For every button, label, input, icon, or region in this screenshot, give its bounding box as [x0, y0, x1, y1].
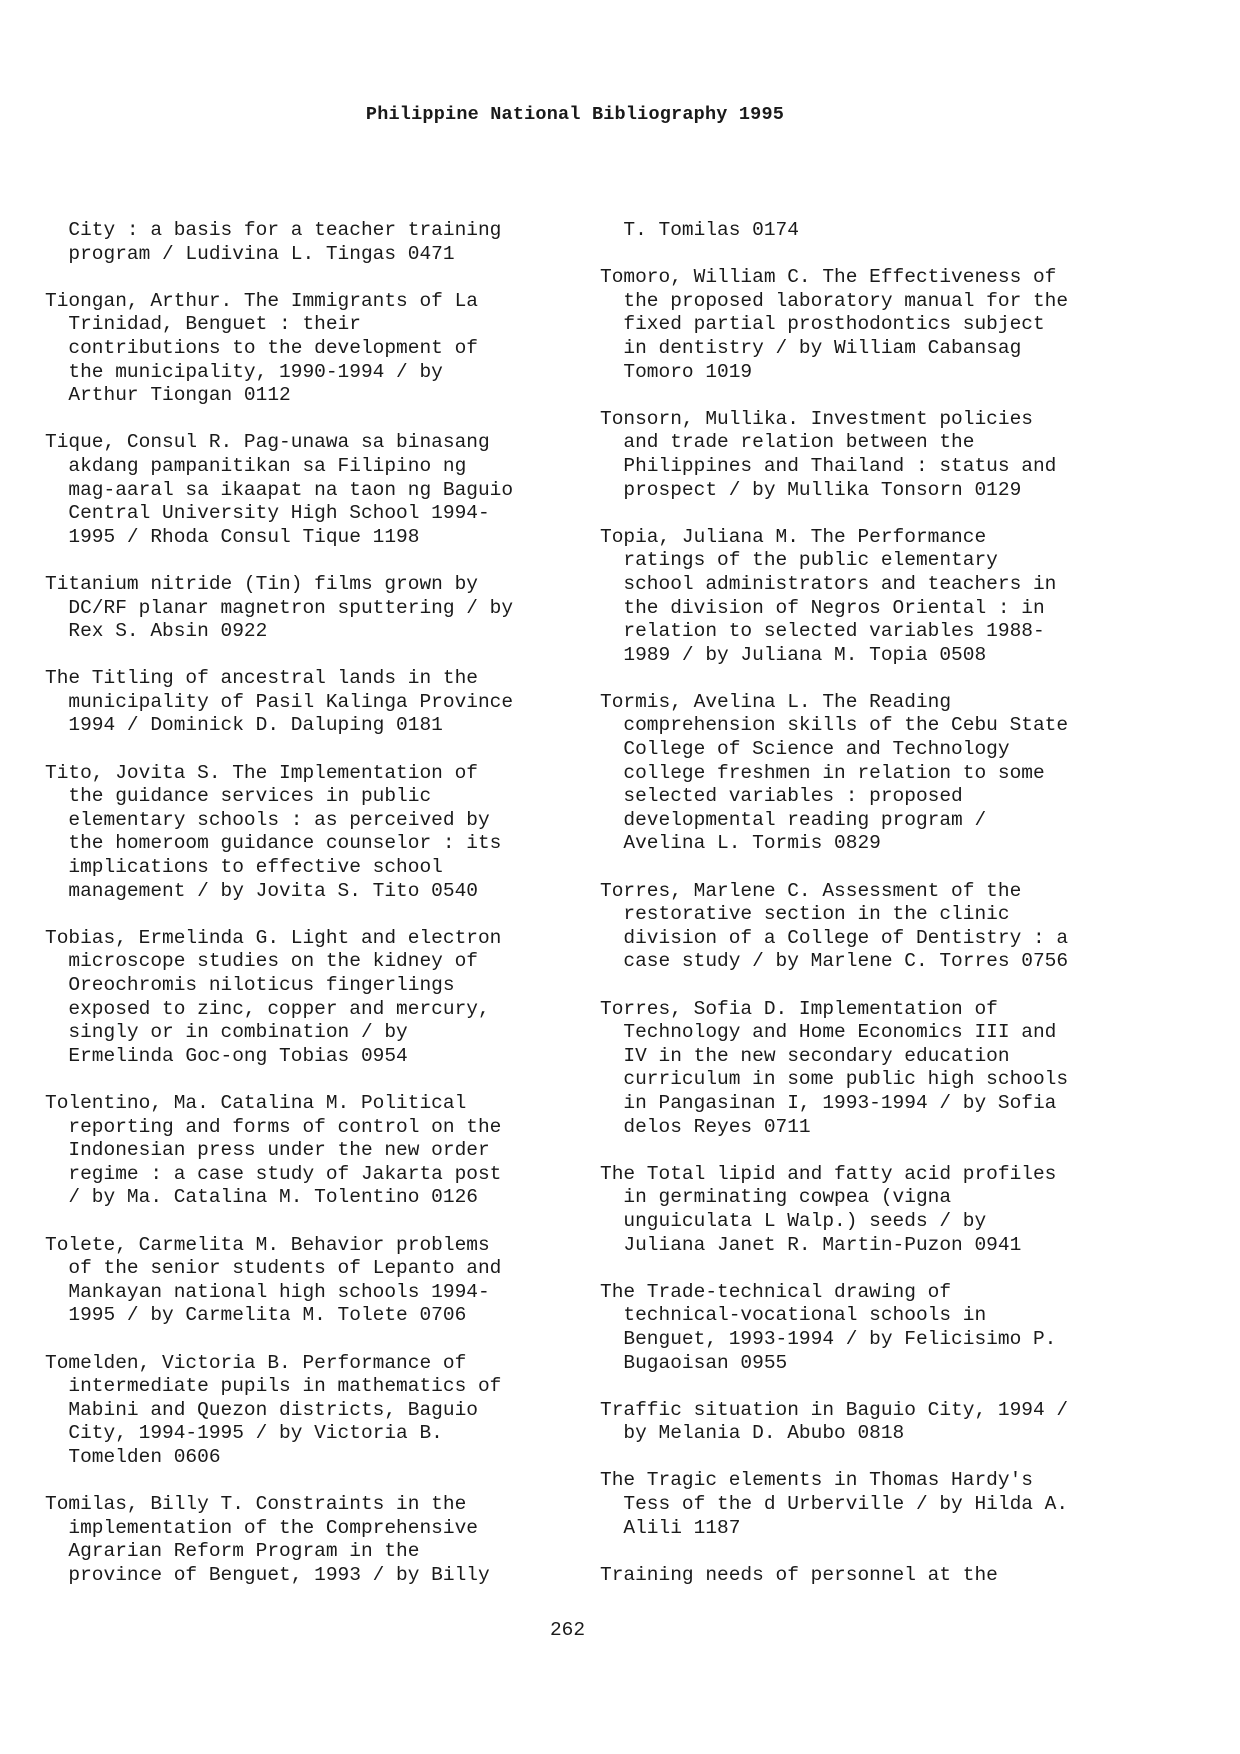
bibliography-entry: Tonsorn, Mullika. Investment policies and trade relation between the Philippines and Thailand : status and prospect / by Mullika Tonsorn 0129 [600, 407, 1057, 501]
bibliography-entry: Topia, Juliana M. The Performance ratings of the public elementary school administrators and teachers in the division of Negros Oriental : in relation to selected variables 1988- 1989 / by Juliana M. Topia 0508 [600, 525, 1057, 666]
bibliography-entry: City : a basis for a teacher training program / Ludivina L. Tingas 0471 [68, 219, 502, 265]
bibliography-entry: Tolete, Carmelita M. Behavior problems of the senior students of Lepanto and Mankayan national high schools 1994- 1995 / by Carmelita M. Tolete 0706 [45, 1233, 502, 1327]
bibliography-entry: Tomoro, William C. The Effectiveness of the proposed laboratory manual for the fixed partial prosthodontics subject in dentistry / by William Cabansag Tomoro 1019 [600, 266, 1069, 383]
bibliography-entry: Torres, Marlene C. Assessment of the restorative section in the clinic division of a College of Dentistry : a case study / by Marlene C. Torres 0756 [600, 879, 1069, 973]
bibliography-entry: Tique, Consul R. Pag-unawa sa binasang akdang pampanitikan sa Filipino ng mag-aaral sa ikaapat na taon ng Baguio Central University High School 1994- 1995 / Rhoda Consul Tique 1198 [45, 431, 514, 548]
bibliography-entry: The Trade-technical drawing of technical-vocational schools in Benguet, 1993-1994 / by Felicisimo P. Bugaoisan 0955 [600, 1280, 1057, 1374]
bibliography-entry: Torres, Sofia D. Implementation of Technology and Home Economics III and IV in the new secondary education curriculum in some public high schools in Pangasinan I, 1993-1994 / by Sofia delos Reyes 0711 [600, 997, 1069, 1138]
bibliography-entry: The Total lipid and fatty acid profiles in germinating cowpea (vigna unguiculata L Walp.) seeds / by Juliana Janet R. Martin-Puzon 0941 [600, 1162, 1057, 1256]
bibliography-entry: Tormis, Avelina L. The Reading comprehension skills of the Cebu State College of Science and Technology college freshmen in relation to some selected variables : proposed developmental reading program / Avelina L. Tormis 0829 [600, 690, 1069, 855]
bibliography-entry: Tomelden, Victoria B. Performance of intermediate pupils in mathematics of Mabini and Quezon districts, Baguio City, 1994-1995 / by Victoria B. Tomelden 0606 [45, 1351, 502, 1468]
bibliography-entry: Training needs of personnel at the [600, 1563, 998, 1586]
left-column [45, 219, 565, 1611]
bibliography-entry: T. Tomilas 0174 [600, 219, 799, 241]
page-number: 262 [549, 1619, 586, 1641]
bibliography-entry: Titanium nitride (Tin) films grown by DC/RF planar magnetron sputtering / by Rex S. Absin 0922 [45, 572, 514, 643]
right-column [600, 219, 1120, 1611]
bibliography-entry: Tobias, Ermelinda G. Light and electron microscope studies on the kidney of Oreochromis niloticus fingerlings exposed to zinc, copper and mercury, singly or in combination / by Ermelinda Goc-ong Tobias 0954 [45, 926, 502, 1067]
bibliography-entry: Tomilas, Billy T. Constraints in the implementation of the Comprehensive Agrarian Reform Program in the province of Benguet, 1993 / by Billy [45, 1493, 490, 1586]
bibliography-entry: Tiongan, Arthur. The Immigrants of La Trinidad, Benguet : their contributions to the development of the municipality, 1990-1994 / by Arthur Tiongan 0112 [45, 289, 478, 407]
bibliography-entry: The Titling of ancestral lands in the municipality of Pasil Kalinga Province 1994 / Dominick D. Daluping 0181 [45, 667, 514, 737]
bibliography-entry: Tito, Jovita S. The Implementation of the guidance services in public elementary schools : as perceived by the homeroom guidance counselor : its implications to effective school management / by Jovita S. Tito 0540 [45, 761, 502, 902]
page-title: Philippine National Bibliography 1995 [365, 104, 785, 125]
bibliography-entry: Traffic situation in Baguio City, 1994 / by Melania D. Abubo 0818 [600, 1398, 1069, 1445]
bibliography-entry: The Tragic elements in Thomas Hardy's Tess of the d Urberville / by Hilda A. Alili 1187 [600, 1469, 1069, 1539]
bibliography-entry: Tolentino, Ma. Catalina M. Political reporting and forms of control on the Indonesian press under the new order regime : a case study of Jakarta post / by Ma. Catalina M. Tolentino 0126 [45, 1091, 502, 1209]
